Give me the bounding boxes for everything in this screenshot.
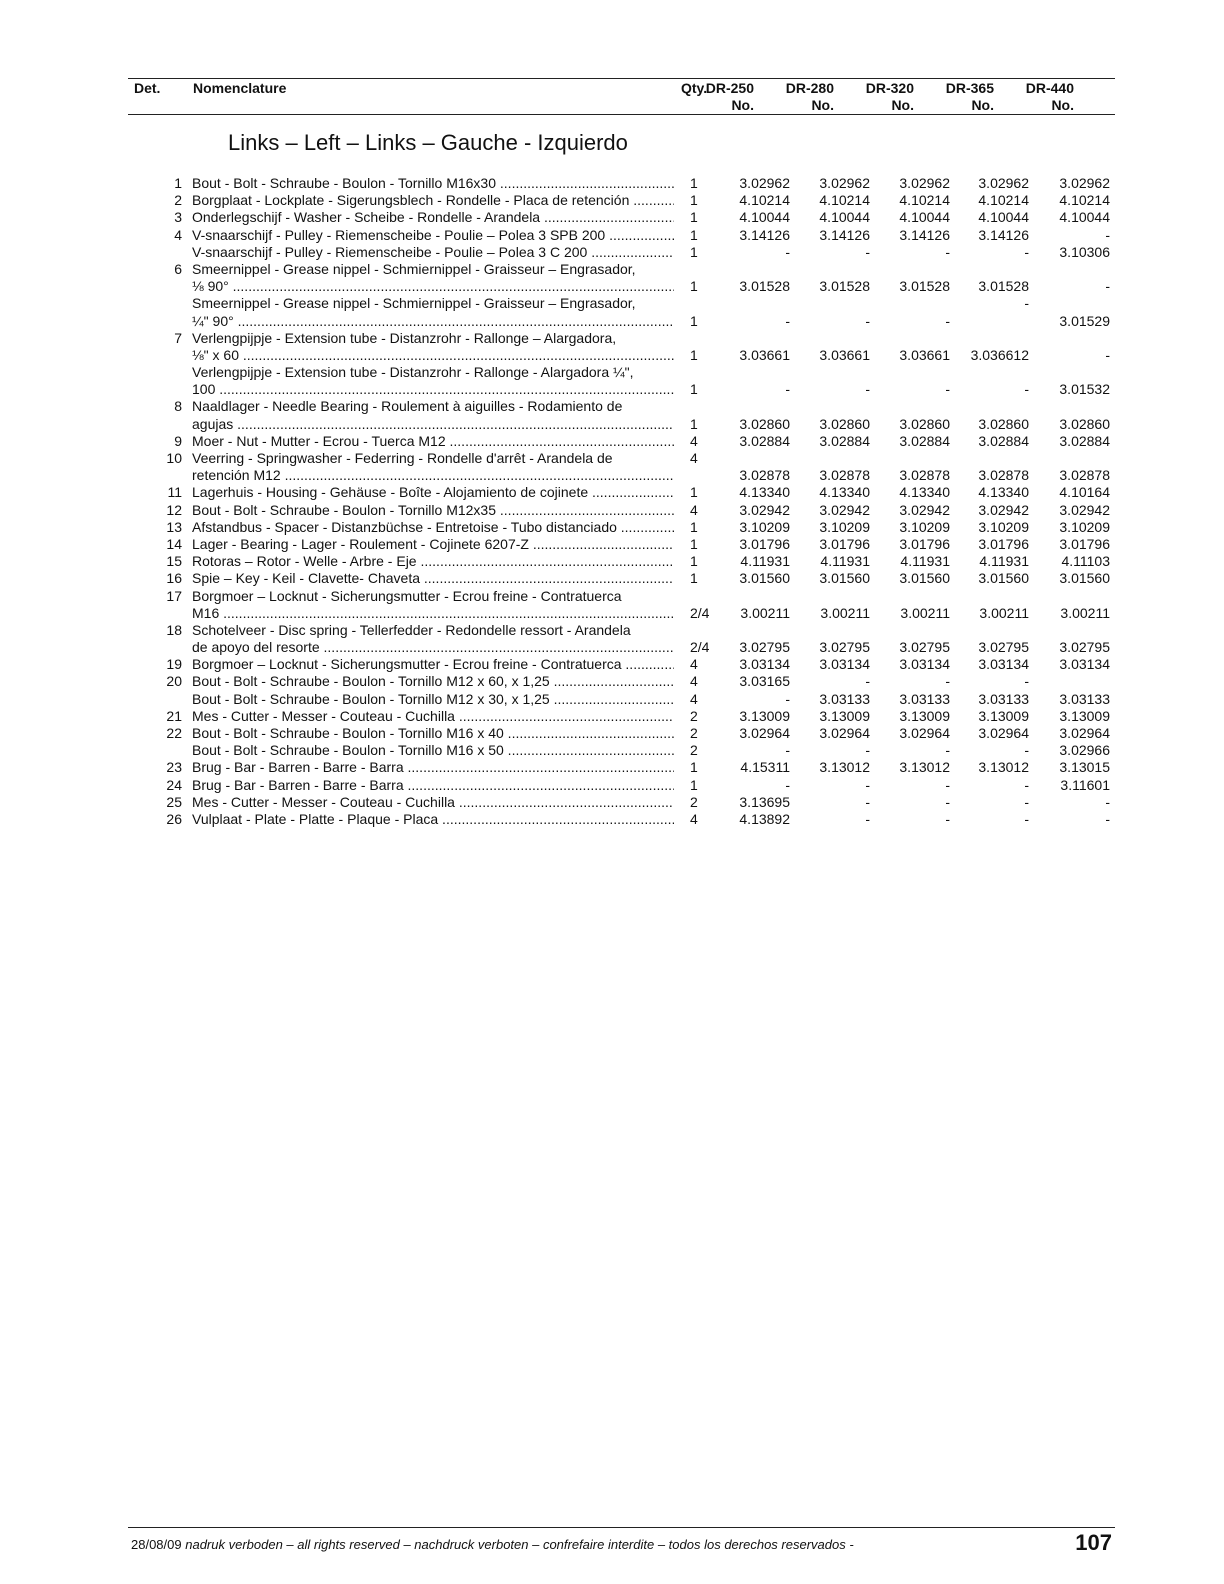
row-part-no: -: [1105, 793, 1110, 810]
row-part-no: 3.02860: [739, 415, 790, 432]
row-part-no: 3.01796: [899, 535, 950, 552]
row-part-no: 3.10306: [1059, 243, 1110, 260]
table-header: [128, 78, 1115, 116]
row-part-no: 3.14126: [739, 226, 790, 243]
row-part-no: -: [865, 810, 870, 827]
row-det: 15: [166, 553, 182, 570]
header-model-dr365: DR-365 No.: [945, 80, 994, 113]
row-nomenclature: Bout - Bolt - Schraube - Boulon - Tornillo M12 x 30, x 1,25 .....: [192, 691, 674, 708]
row-part-no: 3.02962: [819, 175, 870, 191]
row-part-no: 3.14126: [978, 226, 1029, 243]
row-part-no: 4.13340: [819, 484, 870, 501]
row-qty: 1: [690, 776, 698, 793]
header-nomenclature: Nomenclature: [193, 80, 287, 96]
header-model-dr440: DR-440 No.: [1025, 80, 1074, 113]
row-part-no: 3.02878: [899, 467, 950, 484]
row-part-no: 3.03134: [899, 656, 950, 673]
row-part-no: 4.11931: [900, 553, 950, 570]
row-qty: 4: [690, 501, 698, 518]
row-qty: 2: [690, 793, 698, 810]
row-part-no: -: [1105, 346, 1110, 363]
row-nomenclature: Brug - Bar - Barren - Barre - Barra .....: [192, 759, 674, 776]
row-det: 14: [166, 535, 182, 552]
row-part-no: 3.03134: [819, 656, 870, 673]
row-qty: 1: [690, 759, 698, 776]
row-part-no: 3.13009: [899, 707, 950, 724]
row-part-no: 3.01560: [978, 570, 1029, 587]
row-nomenclature: de apoyo del resorte .....: [192, 639, 674, 656]
row-part-no: 4.10214: [978, 192, 1029, 209]
row-qty: 4: [690, 673, 698, 690]
row-part-no: 4.10044: [1059, 209, 1110, 226]
row-part-no: 3.01560: [1059, 570, 1110, 587]
row-part-no: 3.02878: [978, 467, 1029, 484]
table-row: [0, 364, 1224, 381]
row-nomenclature: Afstandbus - Spacer - Distanzbüchse - Entretoise - Tubo distanciado .....: [192, 519, 674, 536]
row-part-no: -: [865, 742, 870, 759]
table-row: [0, 416, 1224, 433]
row-part-no: 3.02962: [899, 175, 950, 191]
row-qty: 1: [690, 381, 698, 398]
row-nomenclature: Mes - Cutter - Messer - Couteau - Cuchilla .....: [192, 794, 674, 811]
row-part-no: 3.02878: [739, 467, 790, 484]
row-nomenclature: Moer - Nut - Mutter - Ecrou - Tuerca M12 .....: [192, 433, 674, 450]
row-part-no: 3.01796: [978, 535, 1029, 552]
table-row: [0, 777, 1224, 794]
table-row: [0, 759, 1224, 776]
table-row: [0, 570, 1224, 587]
row-part-no: 3.02884: [978, 432, 1029, 449]
row-part-no: 4.10214: [899, 192, 950, 209]
row-part-no: 4.10044: [739, 209, 790, 226]
row-part-no: -: [1024, 810, 1029, 827]
row-det: 6: [174, 260, 182, 277]
table-row: [0, 622, 1224, 639]
table-row: [0, 278, 1224, 295]
header-qty: Qty.: [681, 80, 708, 96]
row-nomenclature: Vulplaat - Plate - Platte - Plaque - Placa .....: [192, 811, 674, 828]
row-nomenclature: Borgmoer – Locknut - Sicherungsmutter - Ecrou freine - Contratuerca .....: [192, 656, 674, 673]
row-part-no: 3.10209: [899, 518, 950, 535]
row-det: 24: [166, 776, 182, 793]
row-nomenclature: retención M12 .....: [192, 467, 674, 484]
table-row: [0, 295, 1224, 312]
row-part-no: 3.02966: [1059, 742, 1110, 759]
row-part-no: 3.03133: [1059, 690, 1110, 707]
row-qty: 1: [690, 175, 698, 191]
row-part-no: 3.13012: [899, 759, 950, 776]
header-model-dr320: DR-320 No.: [865, 80, 914, 113]
row-det: 13: [166, 518, 182, 535]
row-part-no: -: [1024, 776, 1029, 793]
row-part-no: 3.00211: [1060, 604, 1110, 621]
row-part-no: 3.036612: [970, 346, 1029, 363]
row-det: 26: [166, 810, 182, 827]
row-det: 12: [166, 501, 182, 518]
row-det: 19: [166, 656, 182, 673]
row-nomenclature: Naaldlager - Needle Bearing - Roulement à aiguilles - Rodamiento de: [192, 398, 623, 415]
row-part-no: 4.15311: [740, 759, 790, 776]
table-row: [0, 742, 1224, 759]
row-part-no: 3.01529: [1059, 312, 1110, 329]
row-part-no: 3.03134: [739, 656, 790, 673]
row-qty: 1: [690, 553, 698, 570]
row-qty: 1: [690, 243, 698, 260]
row-part-no: 3.01796: [739, 535, 790, 552]
row-qty: 1: [690, 278, 698, 295]
row-part-no: -: [945, 793, 950, 810]
row-part-no: -: [865, 381, 870, 398]
row-part-no: 3.03133: [978, 690, 1029, 707]
row-part-no: 3.00211: [900, 604, 950, 621]
row-part-no: 3.02884: [1059, 432, 1110, 449]
table-row: [0, 347, 1224, 364]
row-part-no: 4.11931: [979, 553, 1029, 570]
row-det: 16: [166, 570, 182, 587]
row-qty: 1: [690, 484, 698, 501]
row-nomenclature: Borgmoer – Locknut - Sicherungsmutter - Ecrou freine - Contratuerca: [192, 587, 622, 604]
row-part-no: 3.02878: [819, 467, 870, 484]
row-part-no: 4.10044: [819, 209, 870, 226]
row-part-no: -: [785, 690, 790, 707]
row-part-no: 3.02795: [819, 639, 870, 656]
row-qty: 2: [690, 725, 698, 741]
row-part-no: 3.00211: [820, 604, 870, 621]
row-det: 7: [174, 329, 182, 346]
table-row: [0, 639, 1224, 656]
row-part-no: -: [1024, 673, 1029, 690]
row-det: 4: [174, 226, 182, 243]
row-part-no: 3.02942: [819, 501, 870, 518]
row-part-no: 3.01528: [899, 278, 950, 295]
row-part-no: 3.02942: [1059, 501, 1110, 518]
row-det: 21: [166, 707, 182, 724]
table-row: [0, 227, 1224, 244]
row-part-no: -: [865, 776, 870, 793]
parts-table-body: [0, 175, 1224, 828]
table-row: [0, 330, 1224, 347]
table-row: [0, 381, 1224, 398]
row-qty: 1: [690, 535, 698, 552]
row-nomenclature: Bout - Bolt - Schraube - Boulon - Tornillo M16 x 50 .....: [192, 742, 674, 759]
row-part-no: 3.03165: [739, 673, 790, 690]
row-part-no: 3.13695: [739, 793, 790, 810]
page-number: 107: [1075, 1530, 1112, 1555]
row-part-no: -: [865, 793, 870, 810]
row-part-no: 3.10209: [1059, 518, 1110, 535]
row-nomenclature: V-snaarschijf - Pulley - Riemenscheibe - Poulie – Polea 3 C 200 .....: [192, 244, 674, 261]
row-part-no: 3.10209: [978, 518, 1029, 535]
row-nomenclature: ⅛ 90° .....: [192, 278, 674, 295]
row-part-no: 3.02795: [899, 639, 950, 656]
row-qty: 4: [690, 690, 698, 707]
row-part-no: 3.10209: [819, 518, 870, 535]
footer-rights-text: nadruk verboden – all rights reserved – nachdruck verboten – confrefaire interdite – todos los derechos reservados -: [185, 1537, 854, 1552]
header-model-dr250: DR-250 No.: [705, 80, 754, 113]
row-part-no: 3.02964: [819, 725, 870, 741]
row-nomenclature: Borgplaat - Lockplate - Sigerungsblech - Rondelle - Placa de retención .....: [192, 192, 674, 209]
row-part-no: -: [945, 810, 950, 827]
row-qty: 4: [690, 656, 698, 673]
row-part-no: -: [1024, 742, 1029, 759]
row-part-no: 3.14126: [819, 226, 870, 243]
row-nomenclature: Veerring - Springwasher - Federring - Rondelle d'arrêt - Arandela de: [192, 450, 613, 466]
row-part-no: 3.02884: [819, 432, 870, 449]
table-row: [0, 673, 1224, 690]
row-nomenclature: Onderlegschijf - Washer - Scheibe - Rondelle - Arandela .....: [192, 209, 674, 226]
row-det: 11: [167, 484, 182, 501]
row-part-no: 4.10044: [899, 209, 950, 226]
row-det: 25: [166, 793, 182, 810]
row-part-no: 4.13892: [739, 810, 790, 827]
row-det: 3: [174, 209, 182, 226]
table-row: [0, 175, 1224, 192]
row-part-no: 4.10214: [819, 192, 870, 209]
row-part-no: 3.02878: [1059, 467, 1110, 484]
row-part-no: -: [945, 742, 950, 759]
row-part-no: -: [945, 312, 950, 329]
table-row: [0, 261, 1224, 278]
row-nomenclature: Bout - Bolt - Schraube - Boulon - Tornillo M12 x 60, x 1,25 .....: [192, 673, 674, 690]
table-row: [0, 502, 1224, 519]
row-nomenclature: Rotoras – Rotor - Welle - Arbre - Eje .....: [192, 553, 674, 570]
row-part-no: -: [1105, 278, 1110, 295]
row-qty: 1: [690, 415, 698, 432]
row-part-no: 3.02860: [819, 415, 870, 432]
row-nomenclature: Lager - Bearing - Lager - Roulement - Cojinete 6207-Z .....: [192, 536, 674, 553]
row-nomenclature: Verlengpijpje - Extension tube - Distanzrohr - Rallonge - Alargadora ¼",: [192, 364, 634, 381]
row-det: 1: [174, 175, 182, 191]
row-part-no: -: [785, 776, 790, 793]
row-qty: 1: [690, 570, 698, 587]
row-nomenclature: Bout - Bolt - Schraube - Boulon - Tornillo M12x35 .....: [192, 502, 674, 519]
row-nomenclature: Spie – Key - Keil - Clavette- Chaveta .....: [192, 570, 674, 587]
row-part-no: 3.01528: [819, 278, 870, 295]
row-part-no: 3.11601: [1060, 776, 1110, 793]
row-part-no: 3.01560: [899, 570, 950, 587]
row-part-no: 3.13015: [1059, 759, 1110, 776]
row-part-no: -: [1024, 793, 1029, 810]
row-qty: 1: [690, 209, 698, 226]
header-model-dr280: DR-280 No.: [785, 80, 834, 113]
row-part-no: 3.02884: [739, 432, 790, 449]
row-part-no: 3.00211: [740, 604, 790, 621]
row-part-no: 3.02860: [1059, 415, 1110, 432]
table-row: [0, 433, 1224, 450]
header-bottom-rule: [128, 114, 1115, 115]
table-row: [0, 484, 1224, 501]
section-title: Links – Left – Links – Gauche - Izquierdo: [228, 130, 628, 155]
row-qty: 1: [690, 226, 698, 243]
row-part-no: 3.10209: [739, 518, 790, 535]
page-footer: [128, 1527, 1115, 1557]
row-part-no: 3.02962: [1059, 175, 1110, 191]
table-row: [0, 398, 1224, 415]
row-part-no: 3.14126: [899, 226, 950, 243]
row-nomenclature: agujas .....: [192, 416, 674, 433]
row-part-no: 3.13009: [1059, 707, 1110, 724]
row-nomenclature: Brug - Bar - Barren - Barre - Barra .....: [192, 777, 674, 794]
row-qty: 4: [690, 450, 698, 466]
row-nomenclature: Bout - Bolt - Schraube - Boulon - Tornillo M16x30 .....: [192, 175, 674, 192]
row-det: 22: [166, 725, 182, 741]
row-part-no: 3.03133: [819, 690, 870, 707]
row-nomenclature: Smeernippel - Grease nippel - Schmiernippel - Graisseur – Engrasador,: [192, 295, 636, 312]
row-part-no: 3.03133: [899, 690, 950, 707]
table-row: [0, 553, 1224, 570]
row-part-no: 4.11103: [1061, 553, 1110, 570]
row-part-no: -: [1024, 381, 1029, 398]
row-qty: 1: [690, 518, 698, 535]
row-nomenclature: ⅛" x 60 .....: [192, 347, 674, 364]
table-row: [0, 519, 1224, 536]
row-part-no: -: [785, 742, 790, 759]
row-qty: 1: [690, 312, 698, 329]
table-row: [0, 811, 1224, 828]
row-part-no: -: [945, 381, 950, 398]
row-part-no: 3.01528: [978, 278, 1029, 295]
row-nomenclature: Mes - Cutter - Messer - Couteau - Cuchilla .....: [192, 708, 674, 725]
row-part-no: -: [1105, 226, 1110, 243]
row-part-no: 3.13009: [739, 707, 790, 724]
row-part-no: 3.13009: [819, 707, 870, 724]
row-part-no: -: [865, 312, 870, 329]
row-part-no: 3.03661: [819, 346, 870, 363]
row-part-no: -: [1024, 295, 1029, 312]
table-row: [0, 467, 1224, 484]
row-part-no: 4.13340: [978, 484, 1029, 501]
row-part-no: 3.02942: [899, 501, 950, 518]
table-row: [0, 656, 1224, 673]
table-row: [0, 691, 1224, 708]
row-part-no: -: [785, 312, 790, 329]
row-part-no: -: [1024, 243, 1029, 260]
footer-date: 28/08/09: [131, 1537, 182, 1552]
row-part-no: -: [785, 381, 790, 398]
row-qty: 1: [690, 346, 698, 363]
row-qty: 2/4: [690, 604, 710, 621]
row-part-no: 4.13340: [739, 484, 790, 501]
row-part-no: 4.11931: [820, 553, 870, 570]
row-part-no: -: [1105, 810, 1110, 827]
row-part-no: 3.02795: [739, 639, 790, 656]
row-part-no: 3.00211: [979, 604, 1029, 621]
row-det: 8: [174, 398, 182, 415]
row-part-no: -: [945, 243, 950, 260]
row-part-no: 3.01796: [819, 535, 870, 552]
row-part-no: 3.03134: [978, 656, 1029, 673]
row-part-no: 3.13009: [978, 707, 1029, 724]
row-part-no: 3.02964: [978, 725, 1029, 741]
row-part-no: 3.01796: [1059, 535, 1110, 552]
footer-rule: [128, 1527, 1115, 1528]
row-part-no: 4.13340: [899, 484, 950, 501]
row-nomenclature: Bout - Bolt - Schraube - Boulon - Tornillo M16 x 40 .....: [192, 725, 674, 742]
row-part-no: 3.02964: [739, 725, 790, 741]
row-det: 23: [166, 759, 182, 776]
row-part-no: -: [785, 243, 790, 260]
row-nomenclature: Verlengpijpje - Extension tube - Distanzrohr - Rallonge – Alargadora,: [192, 329, 617, 346]
row-det: 10: [166, 450, 182, 466]
row-part-no: 3.01560: [739, 570, 790, 587]
row-part-no: 4.10214: [1059, 192, 1110, 209]
row-nomenclature: Schotelveer - Disc spring - Tellerfedder - Redondelle ressort - Arandela: [192, 621, 631, 638]
row-nomenclature: V-snaarschijf - Pulley - Riemenscheibe - Poulie – Polea 3 SPB 200 .....: [192, 227, 674, 244]
row-det: 18: [166, 621, 182, 638]
row-nomenclature: ¼" 90° .....: [192, 313, 674, 330]
table-row: [0, 192, 1224, 209]
row-qty: 4: [690, 432, 698, 449]
row-qty: 4: [690, 810, 698, 827]
row-part-no: 3.03661: [899, 346, 950, 363]
row-part-no: -: [865, 243, 870, 260]
row-part-no: -: [945, 673, 950, 690]
header-top-rule: [128, 78, 1115, 79]
row-part-no: -: [865, 673, 870, 690]
table-row: [0, 708, 1224, 725]
row-det: 17: [166, 587, 182, 604]
row-part-no: 3.01532: [1059, 381, 1110, 398]
row-part-no: 3.13012: [819, 759, 870, 776]
table-row: [0, 209, 1224, 226]
row-part-no: 3.02942: [978, 501, 1029, 518]
row-det: 9: [174, 432, 182, 449]
row-part-no: 4.10164: [1059, 484, 1110, 501]
row-part-no: 3.02860: [899, 415, 950, 432]
row-nomenclature: Lagerhuis - Housing - Gehäuse - Boîte - Alojamiento de cojinete .....: [192, 484, 674, 501]
table-row: [0, 313, 1224, 330]
row-part-no: 3.13012: [978, 759, 1029, 776]
row-qty: 1: [690, 192, 698, 209]
row-part-no: 3.01528: [739, 278, 790, 295]
row-qty: 2/4: [690, 639, 710, 656]
row-part-no: 3.02942: [739, 501, 790, 518]
row-part-no: 3.02884: [899, 432, 950, 449]
row-part-no: 3.02962: [739, 175, 790, 191]
table-row: [0, 794, 1224, 811]
row-part-no: 4.10044: [978, 209, 1029, 226]
row-det: 20: [166, 673, 182, 690]
row-part-no: 3.02964: [1059, 725, 1110, 741]
header-det: Det.: [134, 80, 161, 96]
table-row: [0, 536, 1224, 553]
row-part-no: 3.02795: [978, 639, 1029, 656]
row-part-no: 3.03661: [739, 346, 790, 363]
row-part-no: 3.01560: [819, 570, 870, 587]
row-part-no: 3.02962: [978, 175, 1029, 191]
table-row: [0, 725, 1224, 742]
row-qty: 2: [690, 742, 698, 759]
row-det: 2: [174, 192, 182, 209]
table-row: [0, 605, 1224, 622]
row-part-no: 3.02860: [978, 415, 1029, 432]
table-row: [0, 244, 1224, 261]
row-nomenclature: M16 .....: [192, 605, 674, 622]
row-nomenclature: Smeernippel - Grease nippel - Schmiernippel - Graisseur – Engrasador,: [192, 260, 636, 277]
row-part-no: -: [945, 776, 950, 793]
row-qty: 2: [690, 707, 698, 724]
table-row: [0, 588, 1224, 605]
row-part-no: 3.02964: [899, 725, 950, 741]
row-part-no: 3.03134: [1059, 656, 1110, 673]
table-row: [0, 450, 1224, 467]
footer-notice: [131, 1537, 854, 1552]
row-part-no: 4.11931: [740, 553, 790, 570]
row-nomenclature: 100 .....: [192, 381, 674, 398]
row-part-no: 3.02795: [1059, 639, 1110, 656]
row-part-no: 4.10214: [739, 192, 790, 209]
